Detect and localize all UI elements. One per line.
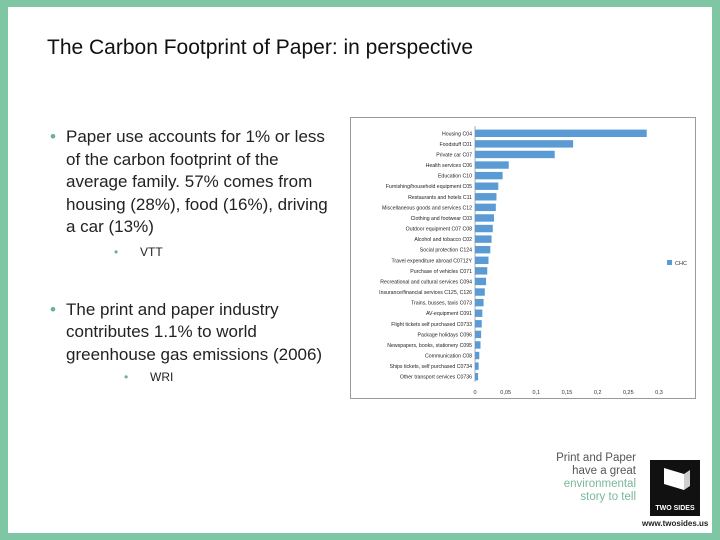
category-label: AV-equipment C091 (425, 311, 472, 318)
bar (475, 193, 496, 200)
bar (475, 257, 488, 264)
bar (475, 204, 496, 211)
sub-bullet-marker: • (124, 370, 129, 384)
bar (475, 151, 555, 158)
bar (475, 320, 482, 327)
bar (475, 246, 490, 253)
bar (475, 214, 494, 221)
logo-tagline (548, 452, 636, 504)
bar (475, 183, 498, 190)
folded-page-icon (650, 460, 700, 500)
bullet-text: Paper use accounts for 1% or less of the carbon footprint of the average family. 57% comes from housing (28%), food (16%), driving a car (13%) (66, 127, 328, 236)
bullet-list (50, 126, 340, 384)
bullet-text: The print and paper industry contributes 1.1% to world greenhouse gas emissions (2006) (66, 299, 323, 364)
x-tick-label: 0,2 (593, 390, 602, 396)
x-tick-label: 0 (473, 390, 477, 396)
x-tick-label: 0,05 (500, 390, 512, 396)
x-tick-label: 0,15 (561, 390, 573, 396)
category-label: Foodstuff C01 (439, 141, 472, 148)
legend-label: CHC (675, 261, 687, 267)
bar (475, 331, 481, 338)
category-label: Private car C07 (436, 152, 472, 159)
bullet-item-2 (50, 299, 340, 367)
category-label: Housing C04 (442, 131, 472, 138)
x-tick-label: 0,3 (655, 390, 663, 396)
bullet-item-1 (50, 126, 340, 239)
sub-bullet-marker: • (114, 244, 119, 259)
bar (475, 140, 573, 147)
category-label: Social protection C124 (419, 247, 472, 254)
bar (475, 278, 486, 285)
chart-frame (350, 117, 696, 399)
tagline-line: story to tell (580, 491, 636, 503)
sub-bullet-text: WRI (150, 370, 174, 384)
category-label: Other transport services C0736 (399, 374, 472, 381)
bullet-marker: • (50, 299, 56, 319)
category-label: Clothing and footwear C03 (410, 215, 472, 222)
category-label: Miscellaneous goods and services C12 (382, 205, 472, 212)
bar (475, 235, 492, 242)
category-label: Trains, busses, taxis C073 (411, 300, 472, 307)
category-label: Flight tickets self purchased C0733 (391, 321, 472, 328)
brand-url: www.twosides.us (642, 519, 709, 528)
bar (475, 225, 493, 232)
two-sides-logo (548, 452, 708, 532)
category-label: Health services C06 (425, 163, 472, 170)
two-sides-mark (650, 460, 700, 516)
x-tick-label: 0,1 (532, 390, 541, 396)
category-label: Package holidays C096 (417, 332, 472, 339)
legend-swatch (667, 260, 672, 265)
bar (475, 172, 503, 179)
bar (475, 362, 479, 369)
category-label: Restaurants and hotels C11 (408, 194, 472, 201)
category-label: Purchase of vehicles C071 (410, 268, 472, 275)
category-label: Recreational and cultural services C094 (380, 279, 472, 286)
category-label: Education C10 (437, 173, 472, 180)
category-label: Alcohol and tobacco C02 (414, 237, 472, 244)
category-label: Furnishing/household equipment C05 (385, 184, 472, 191)
category-label: Travel expenditure abroad C0712Y (391, 258, 472, 265)
bar (475, 161, 509, 168)
sub-bullet-text: VTT (140, 244, 163, 259)
bar-chart (351, 118, 695, 398)
bar (475, 267, 487, 274)
x-tick-label: 0,25 (622, 390, 634, 396)
tagline-line: Print and Paper (556, 452, 636, 464)
category-label: Newspapers, books, stationery C095 (387, 342, 472, 349)
sub-bullet-item-2 (50, 370, 340, 384)
sub-bullet-item-1 (50, 245, 340, 259)
slide-title: The Carbon Footprint of Paper: in perspective (47, 36, 474, 59)
bar (475, 352, 479, 359)
tagline-line: have a great (572, 465, 636, 477)
category-label: Ships tickets, self purchased C0734 (389, 364, 472, 371)
bar (475, 373, 478, 380)
bullet-marker: • (50, 127, 56, 146)
bar (475, 288, 485, 295)
bar (475, 130, 647, 137)
bar (475, 341, 481, 348)
tagline-line: environmental (563, 478, 636, 490)
category-label: Insurance/financial services C125, C126 (379, 290, 472, 297)
category-label: Communication C08 (425, 353, 472, 360)
category-label: Outdoor equipment C07 C08 (405, 226, 472, 233)
bar (475, 299, 484, 306)
bar (475, 310, 482, 317)
brand-name: TWO SIDES (655, 505, 695, 512)
